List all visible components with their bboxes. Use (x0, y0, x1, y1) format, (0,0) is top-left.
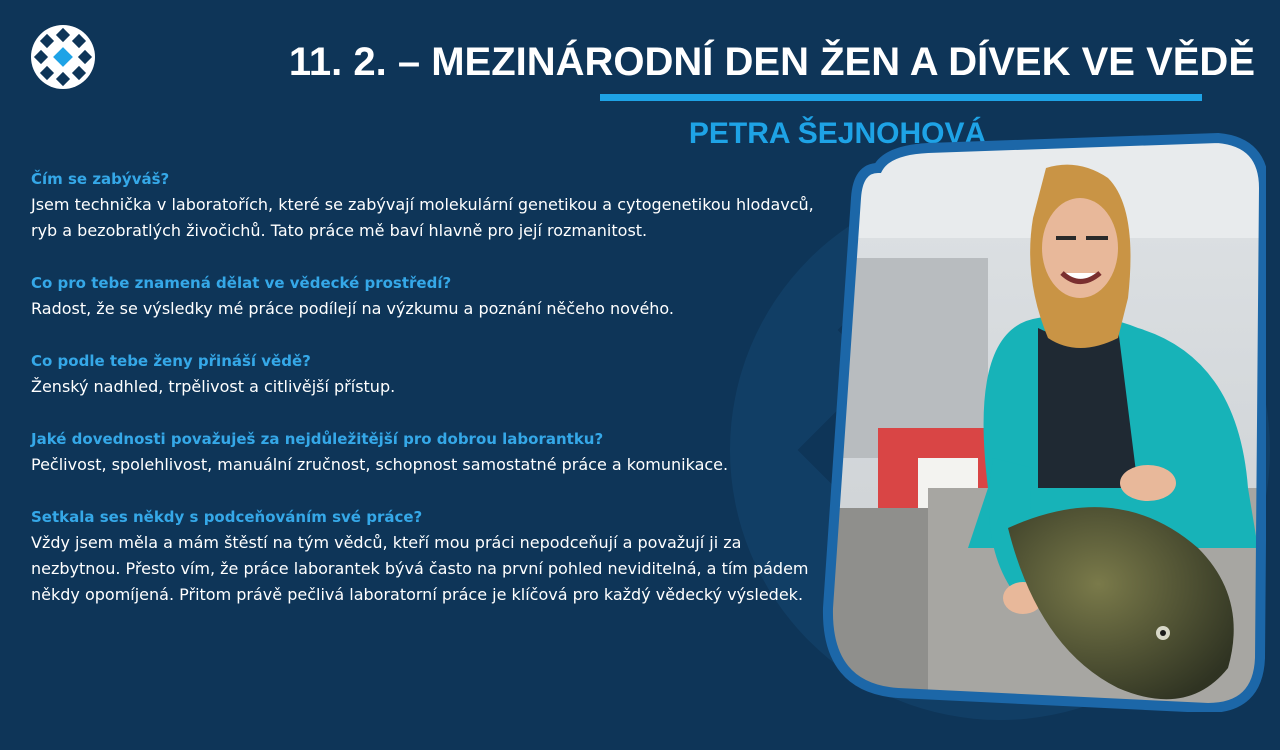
institute-logo-icon (30, 24, 96, 90)
question-5: Setkala ses někdy s podceňováním své práce? (31, 508, 423, 526)
answer-4: Pečlivost, spolehlivost, manuální zručnost, schopnost samostatné práce a komunikace. (31, 455, 729, 474)
answer-2: Radost, že se výsledky mé práce podílejí na výzkumu a poznání něčeho nového. (31, 299, 675, 318)
question-3: Co podle tebe ženy přináší vědě? (31, 352, 311, 370)
question-1: Čím se zabýváš? (31, 170, 170, 188)
answer-5: Vždy jsem měla a mám štěstí na tým vědců, kteří mou práci nepodceňují a považují ji za nezbytnou. Přesto vím, že práce laborantek bývá často na první pohled neviditelná, a tím pádem někdy opomíjená. Přitom právě pečlivá laboratorní práce je klíčová pro každý vědecký výsledek. (31, 533, 809, 604)
title-underline (600, 94, 1202, 101)
question-4: Jaké dovednosti považuješ za nejdůležitější pro dobrou laborantku? (31, 430, 604, 448)
answer-3: Ženský nadhled, trpělivost a citlivější přístup. (31, 377, 396, 396)
question-2: Co pro tebe znamená dělat ve vědecké prostředí? (31, 274, 452, 292)
page-title: 11. 2. – MEZINÁRODNÍ DEN ŽEN A DÍVEK VE VĚDĚ (288, 40, 1255, 84)
interview-section (31, 166, 821, 634)
answer-1: Jsem technička v laboratořích, které se zabývají molekulární genetikou a cytogenetikou hlodavců, ryb a bezobratlých živočichů. Tato práce mě baví hlavně pro její rozmanitost. (31, 195, 814, 240)
portrait-photo (818, 128, 1266, 712)
person-name: PETRA ŠEJNOHOVÁ (688, 117, 987, 150)
